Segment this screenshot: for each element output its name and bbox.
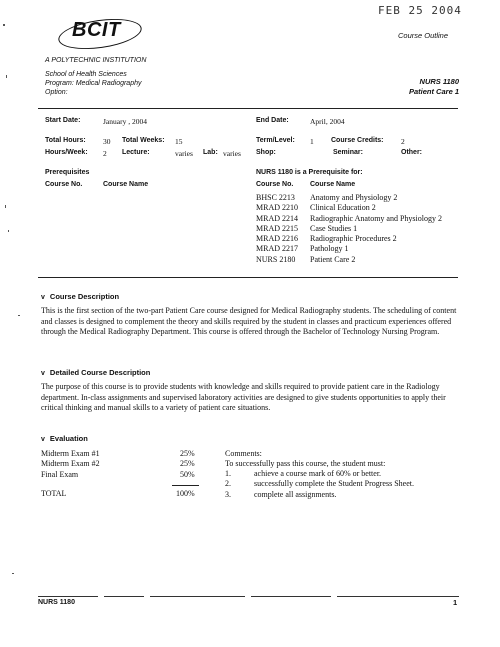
course-credits-label: Course Credits: <box>331 137 384 144</box>
footer-course-code: NURS 1180 <box>38 599 75 606</box>
page-number: 1 <box>453 598 458 607</box>
bullet-icon: v <box>41 294 45 301</box>
end-date-value: April, 2004 <box>310 117 345 126</box>
shop-label: Shop: <box>256 149 276 156</box>
list-item: NURS 2180 <box>256 254 296 264</box>
total-weeks-label: Total Weeks: <box>122 137 165 144</box>
course-description-text: This is the first section of the two-part Patient Care course designed for Medical Radiography students. The scheduling of content and classes is designed to complement the theory and skills required by the student in classes and practicum experiences offered through the Medical Radiography Department. This course is offered through the Bachelor of Technology Nursing Program. <box>41 306 457 336</box>
course-description-heading: v Course Description <box>41 292 120 301</box>
evaluation-items <box>41 449 100 480</box>
scan-speck <box>5 205 6 208</box>
start-date-label: Start Date: <box>45 117 81 124</box>
evaluation-weights <box>180 449 195 480</box>
prereq-for-col-course-name: Course Name <box>310 181 356 188</box>
comments-intro: To successfully pass this course, the student must: <box>225 459 386 468</box>
course-code: NURS 1180 <box>419 77 459 86</box>
list-item: Anatomy and Physiology 2 <box>310 193 398 202</box>
total-label: TOTAL <box>41 489 67 498</box>
start-date-value: January , 2004 <box>103 117 147 126</box>
tagline: A POLYTECHNIC INSTITUTION <box>45 57 147 64</box>
prereq-for-heading: NURS 1180 is a Prerequisite for: <box>256 169 363 176</box>
list-item: Pathology 1 <box>310 244 349 254</box>
hours-week-value: 2 <box>103 149 107 158</box>
term-level-label: Term/Level: <box>256 137 295 144</box>
total-hours-label: Total Hours: <box>45 137 86 144</box>
list-item: Patient Care 2 <box>310 254 356 264</box>
list-item: MRAD 2216 <box>256 234 299 244</box>
term-level-value: 1 <box>310 137 314 146</box>
evaluation-item-weight: 25% <box>180 449 195 458</box>
total-weeks-value: 15 <box>175 137 183 146</box>
list-item: MRAD 2217 <box>256 244 299 254</box>
comment-number: 2. <box>225 479 231 489</box>
bullet-icon: v <box>41 370 45 377</box>
evaluation-item-name: Midterm Exam #1 <box>41 449 100 458</box>
evaluation-item-weight: 25% <box>180 459 195 469</box>
scan-speck <box>3 24 5 26</box>
list-item: MRAD 2215 <box>256 223 299 233</box>
end-date-label: End Date: <box>256 117 289 124</box>
date-stamp: FEB 25 2004 <box>378 4 462 17</box>
header-divider <box>38 108 458 109</box>
prereq-for-course-numbers <box>256 193 298 265</box>
detailed-description-text: The purpose of this course is to provide students with knowledge and skills required to provide patient care in the Radiology department. In-class assignments and supervised laboratory activities are designed to give students opportunities to apply their critical thinking and manual skills to a variety of patient care situations. <box>41 382 446 412</box>
list-item: Case Studies 1 <box>310 223 358 233</box>
list-item: MRAD 2214 <box>256 213 299 223</box>
prereq-col-course-no: Course No. <box>45 181 83 188</box>
bullet-icon: v <box>41 436 45 443</box>
school-name: School of Health Sciences <box>45 71 127 78</box>
scan-speck <box>6 75 7 78</box>
list-item: BHSC 2213 <box>256 193 295 202</box>
footer-rule <box>251 596 331 597</box>
total-value: 100% <box>176 489 195 498</box>
doc-type: Course Outline <box>398 31 449 40</box>
comments-numbers <box>225 469 231 500</box>
evaluation-heading: v Evaluation <box>41 434 88 443</box>
scan-speck <box>18 315 20 316</box>
comment-text: successfully complete the Student Progress Sheet. <box>254 479 414 489</box>
prereq-for-col-course-no: Course No. <box>256 181 294 188</box>
comment-text: complete all assignments. <box>254 489 337 499</box>
prereq-for-course-names <box>310 193 442 265</box>
section-divider <box>38 277 458 278</box>
scan-speck <box>8 230 9 232</box>
lecture-value: varies <box>175 149 193 158</box>
logo-text: BCIT <box>72 19 121 41</box>
footer-rule <box>150 596 245 597</box>
list-item: Clinical Education 2 <box>310 203 376 213</box>
lecture-label: Lecture: <box>122 149 150 156</box>
comment-number: 1. <box>225 469 231 478</box>
comment-text: achieve a course mark of 60% or better. <box>254 469 382 478</box>
comments-label: Comments: <box>225 449 262 458</box>
option-label: Option: <box>45 89 68 96</box>
evaluation-item-weight: 50% <box>180 469 195 479</box>
scan-speck <box>12 573 14 574</box>
evaluation-item-name: Final Exam <box>41 469 79 479</box>
seminar-label: Seminar: <box>333 149 363 156</box>
detailed-description-heading: v Detailed Course Description <box>41 368 151 377</box>
footer-rule <box>337 596 459 597</box>
lab-label: Lab: <box>203 149 218 156</box>
hours-week-label: Hours/Week: <box>45 149 88 156</box>
evaluation-item-name: Midterm Exam #2 <box>41 459 100 469</box>
total-rule <box>172 485 199 486</box>
lab-value: varies <box>223 149 241 158</box>
comment-number: 3. <box>225 489 231 499</box>
prereq-col-course-name: Course Name <box>103 181 149 188</box>
program-name: Program: Medical Radiography <box>45 80 142 87</box>
course-title: Patient Care 1 <box>408 87 459 96</box>
list-item: MRAD 2210 <box>256 203 299 213</box>
total-hours-value: 30 <box>103 137 111 146</box>
prerequisites-heading: Prerequisites <box>45 169 90 176</box>
other-label: Other: <box>401 149 422 156</box>
footer-rule <box>104 596 144 597</box>
course-credits-value: 2 <box>401 137 405 146</box>
list-item: Radiographic Anatomy and Physiology 2 <box>310 213 442 223</box>
footer-rule <box>38 596 98 597</box>
comments-texts <box>254 469 414 500</box>
list-item: Radiographic Procedures 2 <box>310 234 397 244</box>
